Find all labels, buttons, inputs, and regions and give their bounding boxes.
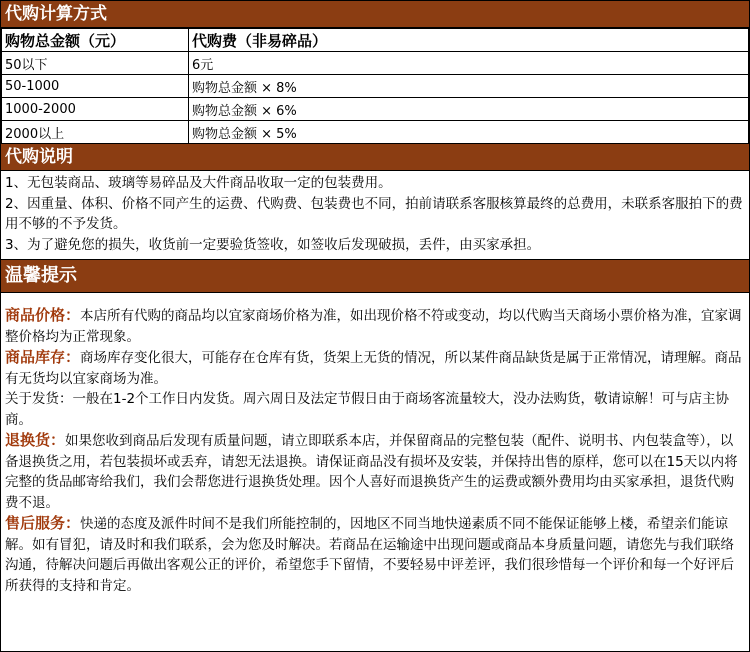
return-tip-label: 退换货： — [5, 431, 66, 449]
return-tip-text: 如果您收到商品后发现有质量问题，请立即联系本店，并保留商品的完整包装（配件、说明书、内包装盒等），以备退换货之用，若包装损坏或丢弃，请恕无法退换。请保证商品没有损坏及安装，并保持出售的原样，您可以在15天以内将完整的货品邮寄给我们，我们会帮您进行退换货处理。因个人喜好而退换货产生的运费或额外费用均由买家承担，退货代购费不退。 — [5, 433, 738, 511]
notes-section-title: 代购说明 — [1, 144, 749, 171]
shipping-tip: 关于发货：一般在1-2个工作日内发货。周六周日及法定节假日由于商场客流量较大，没办法购货，敬请谅解！可与店主协商。 — [5, 391, 730, 428]
price-tip-text: 本店所有代购的商品均以宜家商场价格为准，如出现价格不符或变动，均以代购当天商场小票价格为准，宜家调整价格均为正常现象。 — [5, 308, 742, 345]
fee-table — [1, 28, 749, 144]
service-tip — [5, 513, 745, 596]
note-item: 2、因重量、体积、价格不同产生的运费、代购费、包装费也不同，拍前请联系客服核算最终的总费用，未联系客服拍下的费用不够的不予发货。 — [5, 195, 743, 232]
price-tip — [5, 305, 745, 347]
table-row — [2, 121, 749, 144]
note-item: 3、为了避免您的损失，收货前一定要验货签收，如签收后发现破损，丢件，由买家承担。 — [5, 236, 541, 253]
price-tip-label: 商品价格： — [5, 306, 81, 324]
fee-table-header — [2, 29, 749, 52]
service-tip-label: 售后服务： — [5, 514, 81, 532]
amount-range-cell: 1000-2000 — [2, 98, 189, 121]
pricing-section-title: 代购计算方式 — [1, 1, 749, 28]
amount-range-cell: 50以下 — [2, 52, 189, 75]
amount-column-header: 购物总金额（元） — [2, 29, 189, 52]
fee-column-header: 代购费（非易碎品） — [189, 29, 749, 52]
table-row — [2, 52, 749, 75]
stock-tip-label: 商品库存： — [5, 348, 81, 366]
table-row — [2, 98, 749, 121]
tips-section-title: 温馨提示 — [1, 260, 749, 293]
amount-range-cell: 50-1000 — [2, 75, 189, 98]
amount-range-cell: 2000以上 — [2, 121, 189, 144]
tips-body — [1, 293, 749, 596]
note-item: 1、无包装商品、玻璃等易碎品及大件商品收取一定的包装费用。 — [5, 175, 392, 191]
fee-cell: 购物总金额 × 8% — [189, 75, 749, 98]
return-tip — [5, 430, 745, 513]
stock-tip-text: 商场库存变化很大，可能存在仓库有货，货架上无货的情况，所以某件商品缺货是属于正常情况，请理解。商品有无货均以宜家商场为准。 — [5, 350, 742, 387]
stock-tip — [5, 347, 745, 389]
fee-cell: 购物总金额 × 6% — [189, 98, 749, 121]
service-tip-text: 快递的态度及派件时间不是我们所能控制的，因地区不同当地快递素质不同不能保证能够上楼，希望亲们能谅解。如有冒犯，请及时和我们联系，会为您及时解决。若商品在运输途中出现问题或商品本身质量问题，请您先与我们联络沟通，待解决问题后再做出客观公正的评价，希望您手下留情，不要轻易中评差评，我们很珍惜每一个评价和每一个好评后所获得的支持和肯定。 — [5, 516, 734, 594]
fee-cell: 6元 — [189, 52, 749, 75]
fee-cell: 购物总金额 × 5% — [189, 121, 749, 144]
notes-list — [1, 171, 749, 260]
table-row — [2, 75, 749, 98]
